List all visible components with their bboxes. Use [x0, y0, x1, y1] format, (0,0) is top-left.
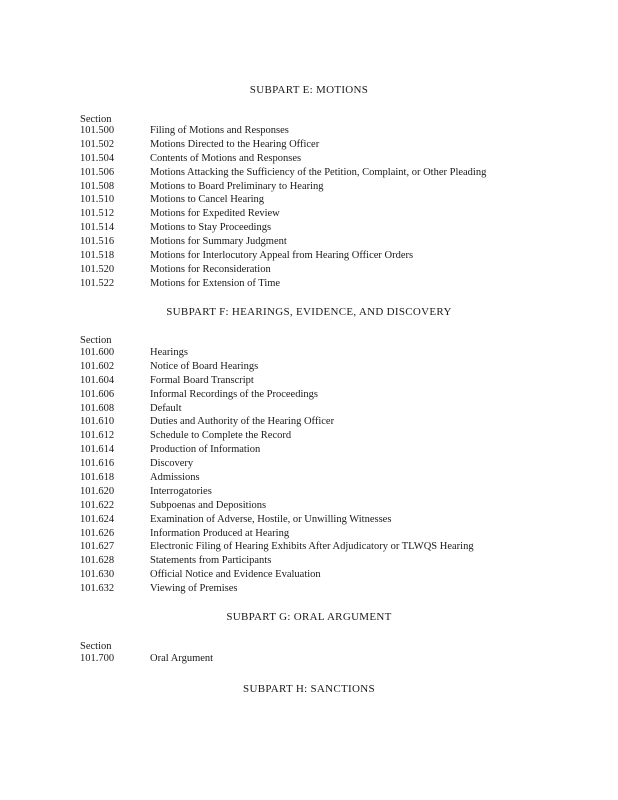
section-number: 101.604	[80, 374, 115, 386]
section-title: Examination of Adverse, Hostile, or Unwilling Witnesses	[150, 513, 392, 525]
section-number: 101.627	[80, 541, 115, 553]
section-number: 101.606	[80, 388, 115, 400]
subpart-h-heading: SUBPART H: SANCTIONS	[243, 683, 375, 695]
section-title: Interrogatories	[150, 485, 212, 497]
toc-entry	[80, 415, 580, 429]
section-title: Motions to Board Preliminary to Hearing	[150, 180, 324, 192]
section-number: 101.632	[80, 583, 115, 595]
section-number: 101.518	[80, 250, 115, 262]
toc-entry	[80, 527, 580, 541]
toc-entry	[80, 235, 580, 249]
toc-entry	[80, 138, 580, 152]
section-title: Motions Directed to the Hearing Officer	[150, 138, 320, 150]
toc-entry	[80, 457, 580, 471]
section-title: Formal Board Transcript	[150, 374, 254, 386]
section-number: 101.628	[80, 555, 115, 567]
section-title: Viewing of Premises	[150, 583, 238, 595]
section-number: 101.510	[80, 194, 115, 206]
toc-entry	[80, 554, 580, 568]
toc-entry	[80, 652, 580, 666]
toc-entry	[80, 166, 580, 180]
section-number: 101.502	[80, 138, 115, 150]
section-number: 101.630	[80, 569, 115, 581]
section-number: 101.516	[80, 236, 115, 248]
section-number: 101.614	[80, 444, 115, 456]
section-title: Discovery	[150, 458, 194, 470]
section-number: 101.618	[80, 472, 115, 484]
section-title: Statements from Participants	[150, 555, 272, 567]
section-number: 101.608	[80, 402, 115, 414]
section-number: 101.504	[80, 152, 115, 164]
section-title: Subpoenas and Depositions	[150, 499, 267, 511]
section-number: 101.616	[80, 458, 115, 470]
toc-entry	[80, 360, 580, 374]
subpart-f-section-label: Section	[80, 335, 112, 346]
toc-entry	[80, 513, 580, 527]
toc-entry	[80, 485, 580, 499]
toc-entry	[80, 499, 580, 513]
toc-entry	[80, 263, 580, 277]
section-title: Motions to Cancel Hearing	[150, 194, 265, 206]
toc-entry	[80, 374, 580, 388]
toc-entry	[80, 540, 580, 554]
section-title: Informal Recordings of the Proceedings	[150, 388, 318, 400]
section-number: 101.620	[80, 485, 115, 497]
section-number: 101.506	[80, 166, 115, 178]
section-number: 101.600	[80, 347, 115, 358]
toc-entry	[80, 180, 580, 194]
section-number: 101.512	[80, 208, 115, 220]
toc-entry	[80, 429, 580, 443]
toc-entry	[80, 346, 580, 360]
section-title: Filing of Motions and Responses	[150, 125, 289, 136]
section-number: 101.508	[80, 180, 115, 192]
section-title: Information Produced at Hearing	[150, 527, 290, 539]
section-number: 101.522	[80, 277, 115, 289]
section-title: Hearings	[150, 347, 188, 358]
section-title: Production of Information	[150, 444, 261, 456]
toc-entry	[80, 568, 580, 582]
toc-entry	[80, 207, 580, 221]
section-title: Motions for Reconsideration	[150, 263, 271, 275]
subpart-e-heading: SUBPART E: MOTIONS	[249, 84, 369, 96]
section-number: 101.514	[80, 222, 115, 234]
toc-entry	[80, 152, 580, 166]
section-number: 101.520	[80, 263, 115, 275]
section-title: Motions for Extension of Time	[150, 277, 281, 289]
toc-entry	[80, 471, 580, 485]
toc-entry	[80, 221, 580, 235]
subpart-g-heading: SUBPART G: ORAL ARGUMENT	[226, 611, 392, 623]
section-number: 101.602	[80, 360, 115, 372]
toc-entry	[80, 277, 580, 291]
section-number: 101.500	[80, 125, 115, 136]
toc-entry	[80, 124, 580, 138]
toc-entry	[80, 193, 580, 207]
section-title: Duties and Authority of the Hearing Officer	[150, 416, 335, 428]
section-title: Official Notice and Evidence Evaluation	[150, 569, 321, 581]
toc-entry	[80, 582, 580, 596]
toc-entry	[80, 249, 580, 263]
section-number: 101.700	[80, 653, 115, 664]
section-title: Notice of Board Hearings	[150, 360, 259, 372]
section-title: Admissions	[150, 472, 200, 484]
toc-entry	[80, 388, 580, 402]
subpart-e-section-label: Section	[80, 114, 112, 125]
subpart-g-section-label: Section	[80, 641, 112, 652]
section-title: Motions for Expedited Review	[150, 208, 280, 220]
section-title: Motions Attacking the Sufficiency of the Petition, Complaint, or Other Pleading	[150, 166, 487, 178]
section-number: 101.610	[80, 416, 115, 428]
section-number: 101.622	[80, 499, 115, 511]
toc-entry	[80, 443, 580, 457]
section-title: Oral Argument	[150, 653, 214, 664]
section-title: Contents of Motions and Responses	[150, 152, 302, 164]
section-number: 101.612	[80, 430, 115, 442]
section-title: Motions for Interlocutory Appeal from Hearing Officer Orders	[150, 250, 414, 262]
subpart-g-list	[80, 652, 580, 666]
section-number: 101.626	[80, 527, 115, 539]
section-number: 101.624	[80, 513, 115, 525]
subpart-e-list	[80, 124, 580, 291]
subpart-f-heading: SUBPART F: HEARINGS, EVIDENCE, AND DISCOVERY	[166, 306, 452, 318]
section-title: Schedule to Complete the Record	[150, 430, 292, 442]
section-title: Electronic Filing of Hearing Exhibits After Adjudicatory or TLWQS Hearing	[150, 541, 474, 553]
section-title: Motions to Stay Proceedings	[150, 222, 272, 234]
section-title: Motions for Summary Judgment	[150, 236, 287, 248]
toc-entry	[80, 402, 580, 416]
section-title: Default	[150, 402, 182, 414]
subpart-f-list	[80, 346, 580, 596]
